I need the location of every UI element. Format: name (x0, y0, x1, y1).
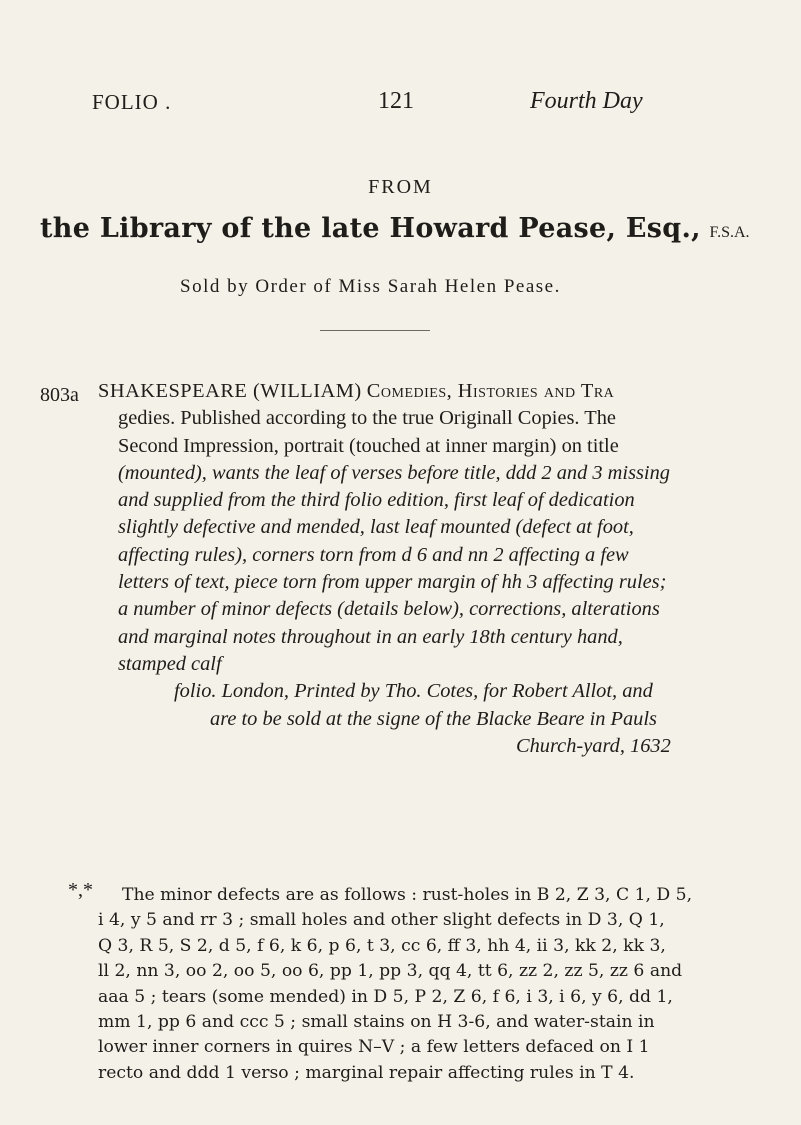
library-name: the Library of the late Howard Pease, Esq., (40, 213, 701, 244)
library-suffix: F.S.A. (709, 224, 750, 241)
description-line: affecting rules), corners torn from d 6 and nn 2 affecting a few (118, 543, 629, 566)
description-line: and marginal notes throughout in an early 18th century hand, (118, 625, 623, 648)
note-line: i 4, y 5 and rr 3 ; small holes and other slight defects in D 3, Q 1, (98, 910, 665, 931)
description-line: a number of minor defects (details below), corrections, alterations (118, 598, 660, 621)
provenance-from: FROM (368, 176, 433, 198)
page-number: 121 (378, 88, 414, 114)
section-divider (320, 330, 430, 331)
lot-heading-line-1 (98, 378, 758, 405)
description-line: slightly defective and mended, last leaf mounted (defect at foot, (118, 516, 634, 539)
lot-title-start: Comedies, Histories and Tra (366, 380, 615, 402)
running-head (0, 88, 801, 118)
note-line: aaa 5 ; tears (some mended) in D 5, P 2, Z 6, f 6, i 3, i 6, y 6, dd 1, (98, 986, 673, 1007)
sold-by-order: Sold by Order of Miss Sarah Helen Pease. (180, 276, 561, 297)
description-line: Second Impression, portrait (touched at inner margin) on title (118, 434, 619, 457)
note-line: mm 1, pp 6 and ccc 5 ; small stains on H 3-6, and water-stain in (98, 1012, 655, 1033)
note-line: ll 2, nn 3, oo 2, oo 5, oo 6, pp 1, pp 3, qq 4, tt 6, zz 2, zz 5, zz 6 and (98, 961, 683, 982)
format-label: FOLIO . (92, 90, 172, 114)
description-line: letters of text, piece torn from upper margin of hh 3 affecting rules; (118, 571, 667, 594)
imprint-line: are to be sold at the signe of the Blacke Beare in Pauls (210, 707, 657, 730)
description-line: and supplied from the third folio edition, first leaf of dedication (118, 489, 635, 512)
defects-note (98, 883, 768, 1086)
provenance-library (40, 213, 780, 244)
lot-author: SHAKESPEARE (WILLIAM) (98, 380, 362, 402)
imprint-line: folio. London, Printed by Tho. Cotes, for Robert Allot, and (174, 680, 653, 703)
description-line: stamped calf (118, 652, 222, 675)
lot-number: 803a (40, 384, 79, 406)
description-line: (mounted), wants the leaf of verses before title, ddd 2 and 3 missing (118, 461, 670, 484)
lot-description (98, 378, 758, 760)
imprint-line: Church-yard, 1632 (516, 734, 671, 757)
note-line: The minor defects are as follows : rust-holes in B 2, Z 3, C 1, D 5, (122, 885, 693, 905)
lot-heading-line-2: gedies. Published according to the true Originall Copies. The (118, 407, 616, 430)
note-line: Q 3, R 5, S 2, d 5, f 6, k 6, p 6, t 3, cc 6, ff 3, hh 4, ii 3, kk 2, kk 3, (98, 935, 666, 956)
sale-day-label: Fourth Day (530, 88, 643, 114)
note-line: recto and ddd 1 verso ; marginal repair affecting rules in T 4. (98, 1062, 635, 1083)
note-marker: *,* (68, 879, 93, 901)
note-line: lower inner corners in quires N–V ; a few letters defaced on I 1 (98, 1037, 650, 1058)
